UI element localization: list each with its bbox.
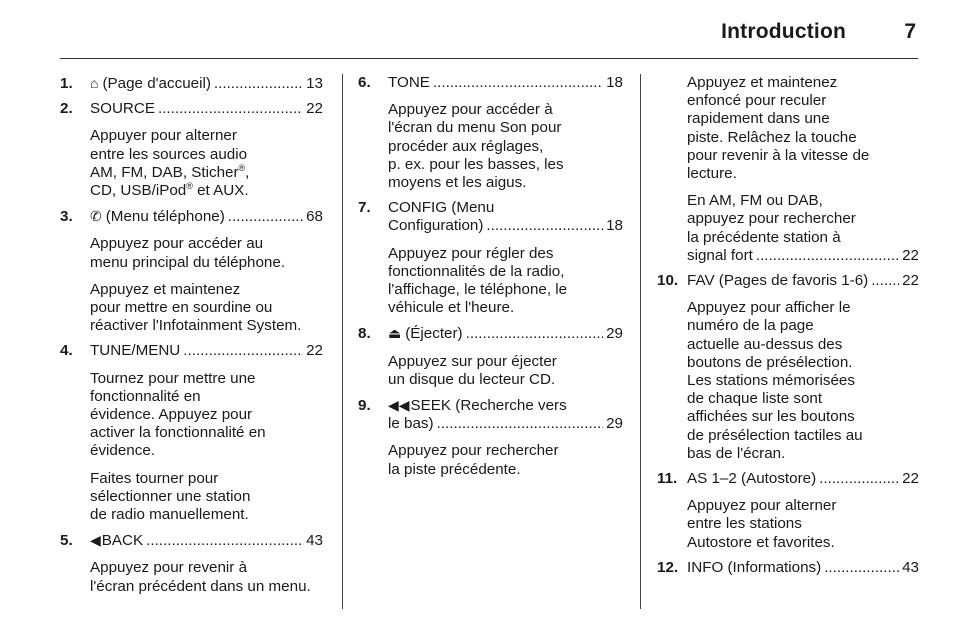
- page-title: Introduction: [721, 20, 846, 43]
- item-label: AS 1–2 (Autostore): [687, 470, 817, 488]
- leader-dots: [871, 272, 899, 290]
- page-ref: 22: [902, 246, 919, 264]
- list-item: [358, 324, 623, 389]
- description: Appuyez pour alterner entre les stations Autostore et favorites.: [687, 497, 837, 551]
- description: Appuyez pour régler des fonctionnalités de la radio, l'affichage, le téléphone, le véhicule et l'heure.: [388, 244, 568, 317]
- item-label: INFO (Informations): [687, 558, 822, 576]
- list-item: [358, 396, 623, 479]
- description: Appuyez et maintenez enfoncé pour reculer rapidement dans une piste. Relâchez la touche pour revenir à la vitesse de lecture.: [687, 74, 870, 183]
- page-ref: 29: [606, 415, 623, 433]
- item-number: 10.: [657, 272, 679, 290]
- description: Appuyez pour afficher le numéro de la page actuelle au-dessus des boutons de présélection. Les stations mémorisées de chaque liste sont affichées sur les boutons de présélection tactiles au bas de l'écran.: [687, 299, 863, 462]
- item-number: 5.: [60, 532, 73, 550]
- description: En AM, FM ou DAB, appuyez pour rechercher la précédente station à: [687, 192, 856, 246]
- description: Appuyez pour rechercher la piste précédente.: [388, 442, 559, 478]
- item-label: SEEK (Recherche vers: [410, 397, 567, 415]
- page-ref: 18: [606, 217, 623, 235]
- item-number: 3.: [60, 208, 73, 226]
- item-label: BACK: [101, 532, 144, 550]
- description: Faites tourner pour sélectionner une station de radio manuellement.: [90, 469, 251, 524]
- leader-dots: [437, 415, 604, 433]
- page-ref: 43: [902, 558, 919, 576]
- leader-dots: [433, 74, 603, 92]
- column-divider: [640, 74, 641, 609]
- back-arrow-icon: ◀: [90, 532, 101, 549]
- page-ref: 22: [306, 100, 323, 118]
- list-item: [60, 74, 323, 93]
- item-label: (Éjecter): [405, 325, 463, 343]
- item-number: 12.: [657, 558, 679, 576]
- list-item-continued: [657, 74, 919, 265]
- description: Appuyez pour revenir à l'écran précédent dans un menu.: [90, 559, 311, 595]
- leader-dots: [824, 559, 899, 577]
- item-label: TONE: [388, 74, 430, 91]
- item-number: 2.: [60, 100, 73, 118]
- column-divider: [342, 74, 343, 609]
- description: Appuyez pour accéder à l'écran du menu Son pour procéder aux réglages, p. ex. pour les basses, les moyens et les aigus.: [388, 101, 564, 192]
- leader-dots: [183, 342, 303, 360]
- item-number: 1.: [60, 75, 73, 92]
- description: Appuyez et maintenez pour mettre en sourdine ou réactiver l'Infotainment System.: [90, 280, 302, 335]
- page-header: [60, 18, 918, 59]
- page-ref: 68: [306, 208, 323, 226]
- page-ref: 22: [902, 470, 919, 488]
- list-item: [657, 470, 919, 552]
- leader-dots: [486, 217, 603, 235]
- page-ref: 29: [606, 325, 623, 343]
- list-item: [60, 531, 323, 596]
- seek-back-icon: ◀◀: [388, 397, 410, 414]
- item-label: Configuration): [388, 217, 484, 235]
- list-item: [358, 199, 623, 317]
- leader-dots: [819, 470, 899, 488]
- item-label: TUNE/MENU: [90, 342, 181, 360]
- item-label: FAV (Pages de favoris 1-6): [687, 272, 869, 290]
- item-number: 7.: [358, 199, 371, 217]
- description: signal fort ..... 22: [687, 247, 919, 265]
- page-ref: 22: [306, 342, 323, 360]
- item-number: 9.: [358, 397, 371, 415]
- leader-dots: [146, 532, 303, 550]
- item-number: 8.: [358, 325, 371, 343]
- list-item: [60, 342, 323, 524]
- item-number: 4.: [60, 342, 73, 360]
- page-number: 7: [904, 20, 916, 43]
- item-label: (Page d'accueil): [102, 75, 211, 92]
- list-item: [60, 207, 323, 335]
- phone-icon: ✆: [90, 208, 102, 225]
- item-label: CONFIG (Menu: [388, 199, 495, 217]
- eject-icon: ⏏: [388, 325, 402, 342]
- leader-dots: [214, 75, 303, 93]
- list-item: [60, 100, 323, 200]
- page-ref: 18: [606, 74, 623, 91]
- item-label: (Menu téléphone): [105, 208, 225, 226]
- home-icon: ⌂: [90, 75, 99, 91]
- page-ref: 13: [306, 75, 323, 92]
- item-number: 11.: [657, 470, 678, 488]
- list-item: [657, 559, 919, 577]
- page-ref: 22: [902, 272, 919, 290]
- leader-dots: [228, 208, 303, 226]
- leader-dots: [158, 100, 303, 118]
- item-label: SOURCE: [90, 100, 155, 118]
- description: Appuyez sur pour éjecter un disque du lecteur CD.: [388, 352, 557, 388]
- page-ref: 43: [306, 532, 323, 550]
- description: Appuyer pour alterner entre les sources audio AM, FM, DAB, Sticher®, CD, USB/iPod® et AUX.: [90, 127, 250, 200]
- description: Tournez pour mettre une fonctionnalité en évidence. Appuyez pour activer la fonctionnalité en évidence.: [90, 369, 266, 460]
- description: Appuyez pour accéder au menu principal du téléphone.: [90, 235, 286, 271]
- list-item: [358, 74, 623, 192]
- column-3: [657, 74, 919, 584]
- column-2: [358, 74, 623, 486]
- list-item: [657, 272, 919, 463]
- leader-dots: [466, 325, 603, 343]
- item-label: le bas): [388, 415, 434, 433]
- column-1: [60, 74, 323, 603]
- leader-dots: [756, 247, 899, 265]
- item-number: 6.: [358, 74, 371, 91]
